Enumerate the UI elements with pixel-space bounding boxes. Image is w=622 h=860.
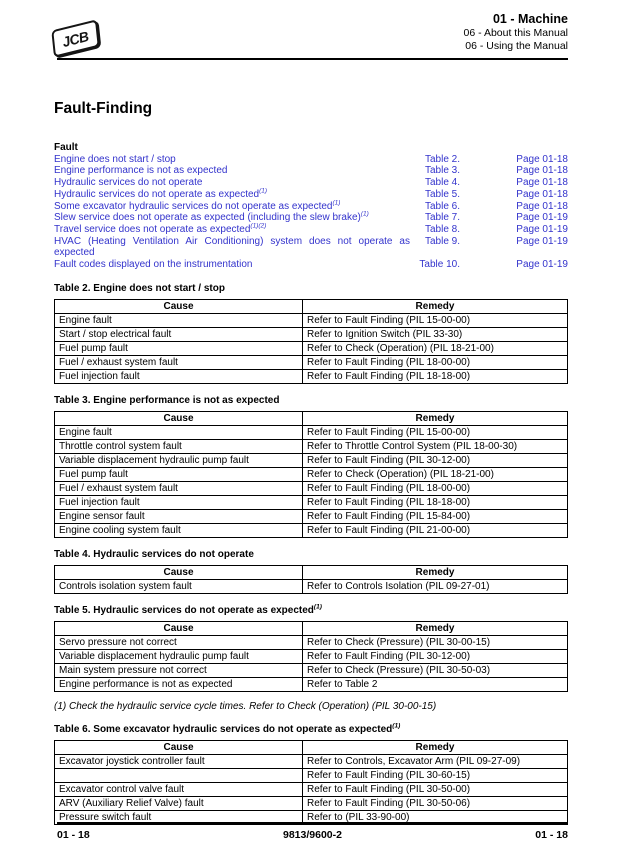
table-ref-link[interactable]: Table 5. (424, 188, 460, 200)
page-ref-link[interactable]: Page 01-18 (516, 177, 568, 189)
footnote-ref: (1) (259, 187, 268, 195)
header-rule (57, 58, 568, 60)
fault-table (54, 565, 568, 594)
remedy-cell: Refer to Fault Finding (PIL 30-50-06) (303, 797, 568, 811)
cause-cell: ARV (Auxiliary Relief Valve) fault (55, 797, 303, 811)
table-header-cell: Remedy (303, 300, 568, 314)
table-ref-link[interactable]: Table 10. (419, 259, 460, 271)
fault-index-row (54, 259, 568, 271)
cause-cell: Fuel / exhaust system fault (55, 482, 303, 496)
page-ref-link[interactable]: Page 01-19 (516, 212, 568, 224)
jcb-logo-text: JCB (60, 27, 91, 50)
cause-cell: Engine fault (55, 426, 303, 440)
table-row (55, 650, 568, 664)
cause-cell: Start / stop electrical fault (55, 328, 303, 342)
table-row (55, 356, 568, 370)
fault-index-rows (54, 154, 568, 271)
footnote-ref: (1) (360, 210, 369, 218)
table-header-cell: Cause (55, 622, 303, 636)
table-header-cell: Cause (55, 412, 303, 426)
remedy-cell: Refer to Controls, Excavator Arm (PIL 09-27-09) (303, 755, 568, 769)
cause-cell: Fuel pump fault (55, 342, 303, 356)
table-header-cell: Cause (55, 300, 303, 314)
fault-link[interactable]: Some excavator hydraulic services do not operate as expected$^{(1)}$ (54, 199, 341, 212)
fault-link[interactable]: Engine performance is not as expected (54, 165, 228, 177)
remedy-cell: Refer to Controls Isolation (PIL 09-27-01) (303, 580, 568, 594)
page-ref-link[interactable]: Page 01-19 (516, 223, 568, 235)
fault-index-row (54, 224, 568, 236)
page-footer (57, 829, 568, 841)
page-ref-link[interactable]: Page 01-19 (516, 235, 568, 247)
table-row (55, 314, 568, 328)
table-ref-link[interactable]: Table 8. (424, 223, 460, 235)
remedy-cell: Refer to Fault Finding (PIL 30-12-00) (303, 454, 568, 468)
table-row (55, 580, 568, 594)
remedy-cell: Refer to Fault Finding (PIL 15-84-00) (303, 510, 568, 524)
table-row (55, 797, 568, 811)
remedy-cell: Refer to Fault Finding (PIL 30-12-00) (303, 650, 568, 664)
remedy-cell: Refer to (PIL 33-90-00) (303, 811, 568, 825)
fault-link[interactable]: Travel service does not operate as expected$^{(1)(2)}$ (54, 222, 267, 235)
table-ref-link[interactable]: Table 2. (424, 153, 460, 165)
fault-table (54, 621, 568, 692)
fault-link[interactable]: Hydraulic services do not operate (54, 177, 203, 189)
footer-page-right: 01 - 18 (535, 829, 568, 841)
cause-cell: Servo pressure not correct (55, 636, 303, 650)
remedy-cell: Refer to Fault Finding (PIL 15-00-00) (303, 426, 568, 440)
table-row (55, 510, 568, 524)
cause-cell: Engine performance is not as expected (55, 678, 303, 692)
table-header-row (55, 622, 568, 636)
remedy-cell: Refer to Check (Pressure) (PIL 30-00-15) (303, 636, 568, 650)
footer-page-left: 01 - 18 (57, 829, 90, 841)
table-caption: Table 6. Some excavator hydraulic services do not operate as expected$^{(1)}$ (54, 722, 401, 735)
fault-index-row (54, 177, 568, 189)
cause-cell: Controls isolation system fault (55, 580, 303, 594)
table-header-row (55, 412, 568, 426)
fault-index (54, 142, 568, 271)
header-section-title: 01 - Machine (492, 12, 568, 26)
table-row (55, 496, 568, 510)
remedy-cell: Refer to Check (Pressure) (PIL 30-50-03) (303, 664, 568, 678)
fault-link[interactable]: Fault codes displayed on the instrumentation (54, 259, 253, 271)
table-row (55, 769, 568, 783)
remedy-cell: Refer to Fault Finding (PIL 18-00-00) (303, 482, 568, 496)
header-subsection-1: 06 - About this Manual (463, 27, 568, 39)
table-header-row (55, 741, 568, 755)
table-caption: Table 3. Engine performance is not as expected (54, 395, 280, 406)
footnote-ref: (1) (392, 722, 401, 730)
remedy-cell: Refer to Fault Finding (PIL 21-00-00) (303, 524, 568, 538)
jcb-logo-box (51, 19, 99, 57)
table-row (55, 664, 568, 678)
fault-table (54, 299, 568, 384)
table-row (55, 524, 568, 538)
table-header-cell: Remedy (303, 566, 568, 580)
remedy-cell: Refer to Ignition Switch (PIL 33-30) (303, 328, 568, 342)
footer-doc-number: 9813/9600-2 (283, 829, 342, 841)
footnote-ref: (1) (313, 603, 322, 611)
fault-table (54, 411, 568, 538)
table-row (55, 482, 568, 496)
table-row (55, 426, 568, 440)
fault-index-row (54, 165, 568, 177)
fault-index-row (54, 189, 568, 201)
page-ref-link[interactable]: Page 01-19 (516, 259, 568, 271)
table-caption: Table 4. Hydraulic services do not operate (54, 549, 254, 560)
remedy-cell: Refer to Throttle Control System (PIL 18-00-30) (303, 440, 568, 454)
page-ref-link[interactable]: Page 01-18 (516, 153, 568, 165)
table-header-cell: Remedy (303, 741, 568, 755)
fault-link[interactable]: Engine does not start / stop (54, 153, 176, 165)
cause-cell: Engine sensor fault (55, 510, 303, 524)
table-ref-link[interactable]: Table 6. (424, 200, 460, 212)
table-row (55, 468, 568, 482)
cause-cell (55, 769, 303, 783)
remedy-cell: Refer to Fault Finding (PIL 18-18-00) (303, 370, 568, 384)
table-row (55, 755, 568, 769)
footnote-ref: (1) (332, 199, 341, 207)
table-ref-link[interactable]: Table 4. (424, 177, 460, 189)
header-subsection-2: 06 - Using the Manual (465, 40, 568, 52)
fault-index-row (54, 154, 568, 166)
cause-cell: Throttle control system fault (55, 440, 303, 454)
table-header-cell: Remedy (303, 622, 568, 636)
page-ref-link[interactable]: Page 01-18 (516, 188, 568, 200)
table-caption: Table 2. Engine does not start / stop (54, 283, 225, 294)
table-row (55, 636, 568, 650)
remedy-cell: Refer to Fault Finding (PIL 30-50-00) (303, 783, 568, 797)
fault-index-row (54, 236, 568, 259)
table-row (55, 440, 568, 454)
fault-link[interactable]: Slew service does not operate as expected (including the slew brake)$^{(1)}$ (54, 210, 369, 224)
remedy-cell: Refer to Check (Operation) (PIL 18-21-00) (303, 342, 568, 356)
page-ref-link[interactable]: Page 01-18 (516, 200, 568, 212)
fault-table (54, 740, 568, 825)
cause-cell: Main system pressure not correct (55, 664, 303, 678)
page-ref-link[interactable]: Page 01-18 (516, 165, 568, 177)
table-ref-link[interactable]: Table 7. (424, 212, 460, 224)
remedy-cell: Refer to Fault Finding (PIL 30-60-15) (303, 769, 568, 783)
cause-cell: Fuel injection fault (55, 370, 303, 384)
remedy-cell: Refer to Fault Finding (PIL 18-18-00) (303, 496, 568, 510)
remedy-cell: Refer to Check (Operation) (PIL 18-21-00) (303, 468, 568, 482)
cause-cell: Fuel injection fault (55, 496, 303, 510)
table-caption: Table 5. Hydraulic services do not operate as expected$^{(1)}$ (54, 603, 322, 616)
fault-index-heading: Fault (54, 142, 78, 153)
table-row (55, 678, 568, 692)
table-row (55, 454, 568, 468)
footer-rule (57, 822, 568, 824)
cause-cell: Engine cooling system fault (55, 524, 303, 538)
table-row (55, 328, 568, 342)
page-header (464, 12, 568, 53)
fault-link[interactable]: HVAC (Heating Ventilation Air Conditioning) system does not operate as expected (54, 235, 410, 259)
page-title: Fault-Finding (54, 100, 153, 117)
remedy-cell: Refer to Fault Finding (PIL 15-00-00) (303, 314, 568, 328)
cause-cell: Engine fault (55, 314, 303, 328)
cause-cell: Excavator control valve fault (55, 783, 303, 797)
table-footnote: (1) Check the hydraulic service cycle times. Refer to Check (Operation) (PIL 30-00-15) (54, 701, 437, 712)
fault-link[interactable]: Hydraulic services do not operate as expected$^{(1)}$ (54, 187, 268, 200)
fault-index-row (54, 212, 568, 224)
table-ref-link[interactable]: Table 3. (424, 165, 460, 177)
cause-cell: Variable displacement hydraulic pump fault (55, 454, 303, 468)
cause-cell: Excavator joystick controller fault (55, 755, 303, 769)
table-header-row (55, 566, 568, 580)
table-ref-link[interactable]: Table 9. (424, 235, 460, 247)
cause-cell: Variable displacement hydraulic pump fault (55, 650, 303, 664)
table-row (55, 783, 568, 797)
table-row (55, 370, 568, 384)
table-row (55, 342, 568, 356)
cause-cell: Fuel pump fault (55, 468, 303, 482)
table-header-cell: Cause (55, 741, 303, 755)
fault-tables-section (54, 283, 568, 825)
fault-index-row (54, 201, 568, 213)
table-header-cell: Cause (55, 566, 303, 580)
jcb-logo (46, 18, 108, 60)
remedy-cell: Refer to Table 2 (303, 678, 568, 692)
cause-cell: Fuel / exhaust system fault (55, 356, 303, 370)
cause-cell: Pressure switch fault (55, 811, 303, 825)
footnote-ref: (1)(2) (250, 222, 267, 230)
table-header-row (55, 300, 568, 314)
table-header-cell: Remedy (303, 412, 568, 426)
remedy-cell: Refer to Fault Finding (PIL 18-00-00) (303, 356, 568, 370)
